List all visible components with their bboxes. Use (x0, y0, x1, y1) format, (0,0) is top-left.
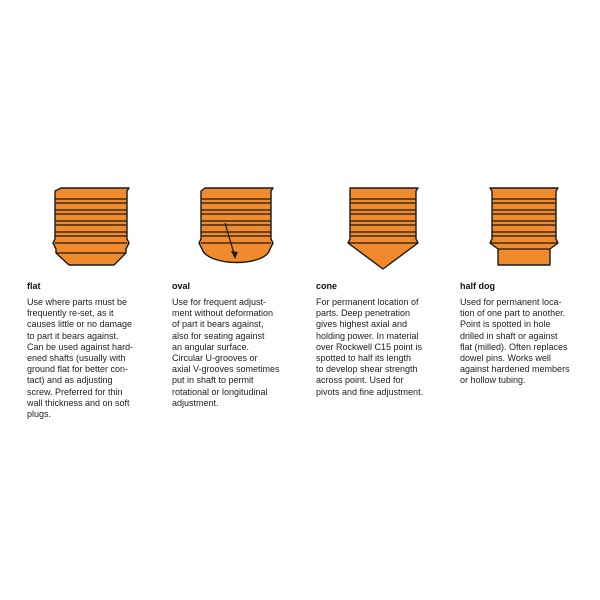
screw-description: Used for permanent loca- tion of one part to another. Point is spotted in hole drilled in shaft or against flat (milled). Often replaces dowel pins. Works well against hardened members or hollow tubing. (460, 297, 570, 386)
screw-description: For permanent location of parts. Deep penetration gives highest axial and holding power. In material over Rockwell C15 point is spotted to half its length to develop shear strength across point. Used for pivots and fine adjustment. (316, 297, 424, 397)
screw-description: Use where parts must be frequently re-set, as it causes little or no damage to part it bears against. Can be used against hard- ened shafts (usually with ground flat for better con- tact) and as adjusting screw. Preferred for thin wall thickness and on soft plugs. (27, 297, 134, 420)
screw-title: cone (316, 281, 338, 291)
flat-point-screw-illustration (27, 185, 137, 275)
screw-title: half dog (460, 281, 495, 291)
half-dog-point-screw-illustration (460, 185, 570, 275)
screw-title: oval (172, 281, 191, 291)
screw-description: Use for frequent adjust- ment without deformation of part it bears against, also for seating against an angular surface. Circular U-grooves or axial V-grooves sometimes put in shaft to permit rotational or longitudinal adjustment. (172, 297, 280, 408)
screw-title: flat (27, 281, 41, 291)
oval-point-screw-illustration (172, 185, 282, 275)
cone-point-screw-illustration (316, 185, 426, 275)
